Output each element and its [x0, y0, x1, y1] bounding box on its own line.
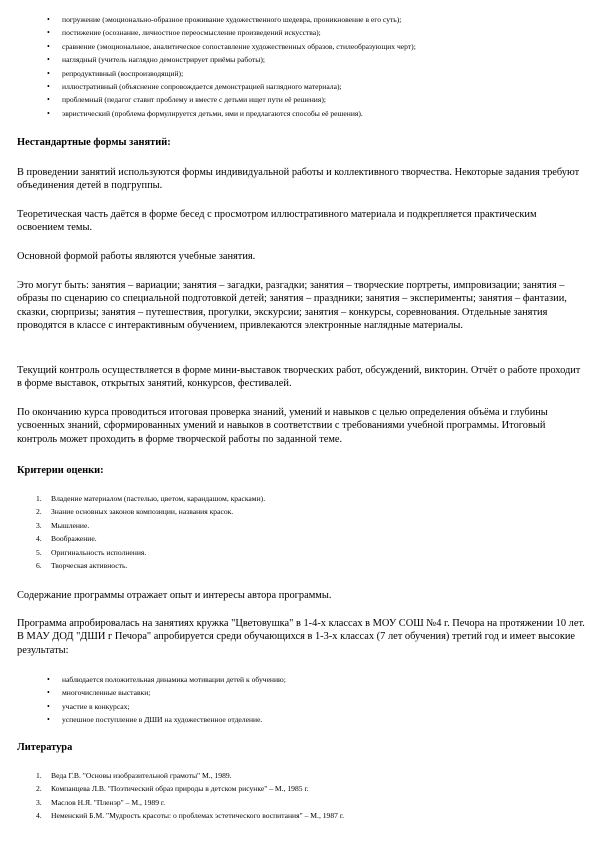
paragraph-forms: В проведении занятий используются формы индивидуальной работы и коллективного творчества. Некоторые задания требуют объединения детей в подгруппы.: [17, 167, 580, 192]
paragraph-final-check: По окончанию курса проводиться итоговая проверка знаний, умений и навыков с целью определения объёма и глубины усвоенных знаний, сформированных умений и навыков в соответствии с требованиями учебной программы. Итоговый контроль может проходить в форме творческой работы по заданной теме.: [17, 407, 548, 445]
list-item: • эвристический (проблема формулируется детьми, ими и предлагаются способы её решения).: [47, 107, 587, 120]
literature-list: [36, 769, 576, 823]
list-item: 3. Маслов Н.Я. "Пленэр" – М., 1989 г.: [36, 797, 166, 807]
list-item: • успешное поступление в ДШИ на художественное отделение.: [47, 713, 587, 726]
literature-heading: Литература: [17, 742, 73, 753]
list-item: 2. Знание основных законов композиции, названия красок.: [36, 507, 234, 517]
list-item: • иллюстративный (объяснение сопровождается демонстрацией наглядного материала);: [47, 80, 587, 93]
paragraph-main-form: Основной формой работы являются учебные занятия.: [17, 251, 256, 262]
criteria-heading: Критерии оценки:: [17, 465, 104, 476]
list-item: • проблемный (педагог ставит проблему и вместе с детьми ищет пути её решения);: [47, 93, 587, 106]
paragraph-theory: Теоретическая часть даётся в форме бесед с просмотром иллюстративного материала и подкрепляется практическим освоением темы.: [17, 209, 537, 234]
list-item: 2. Компанцева Л.В. "Поэтический образ природы в детском рисунке" – М., 1985 г.: [36, 784, 309, 794]
list-item: 1. Владение материалом (пастелью, цветом, карандашом, красками).: [36, 494, 266, 503]
list-item: • наблюдается положительная динамика мотивации детей к обучению;: [47, 673, 587, 686]
list-item: 3. Мышление.: [36, 520, 90, 530]
paragraph-control: Текущий контроль осуществляется в форме мини-выставок творческих работ, обсуждений, викторин. Отчёт о работе проходит в форме выставок, открытых занятий, конкурсов, фестивалей.: [17, 365, 581, 390]
list-item: 4. Неменский Б.М. "Мудрость красоты: о проблемах эстетического воспитания" – М., 1987 г.: [36, 811, 344, 821]
list-item: 6. Творческая активность.: [36, 561, 128, 571]
paragraph-content: Содержание программы отражает опыт и интересы автора программы.: [17, 590, 332, 601]
paragraph-approbation: Программа апробировалась на занятиях кружка "Цветовушка" в 1-4-х классах в МОУ СОШ №4 г. Печора на протяжении 10 лет. В МАУ ДОД "ДШИ г Печора" апробируется среди обучающихся в 1-3-х классах (7 лет обучения) третий год и имеет высокие результаты:: [17, 618, 585, 656]
methods-list: [47, 13, 587, 120]
criteria-list: [36, 492, 576, 572]
results-list: [47, 673, 587, 727]
forms-heading: Нестандартные формы занятий:: [17, 137, 171, 148]
list-item: • сравнение (эмоциональное, аналитическое сопоставление художественных образов, стилеобразующих черт);: [47, 40, 587, 53]
list-item: 4. Воображение.: [36, 534, 97, 544]
list-item: • участие в конкурсах;: [47, 700, 587, 713]
paragraph-lesson-types: Это могут быть: занятия – вариации; занятия – загадки, разгадки; занятия – творческие портреты, импровизации; занятия – образы по сценарию со специальной подготовкой детей; занятия – праздники; занятия – эксперименты; занятия – фантазии, сказки, сюрпризы; занятия – путешествия, прогулки, экскурсии; занятия – конкурсы, соревнования. Отдельные занятия проводятся в классе с интерактивным обучением, привлекаются электронные наглядные материалы.: [17, 280, 567, 332]
list-item: 5. Оригинальность исполнения.: [36, 547, 147, 557]
list-item: • постижение (осознание, личностное переосмысление произведений искусства);: [47, 26, 587, 39]
list-item: • многочисленные выставки;: [47, 686, 587, 699]
list-item: 1. Веда Г.В. "Основы изобразительной грамоты" М., 1989.: [36, 771, 232, 780]
list-item: • наглядный (учитель наглядно демонстрирует приёмы работы);: [47, 53, 587, 66]
list-item: • погружение (эмоционально-образное проживание художественного шедевра, проникновение в его суть);: [47, 13, 587, 26]
list-item: • репродуктивный (воспроизводящий);: [47, 67, 587, 80]
